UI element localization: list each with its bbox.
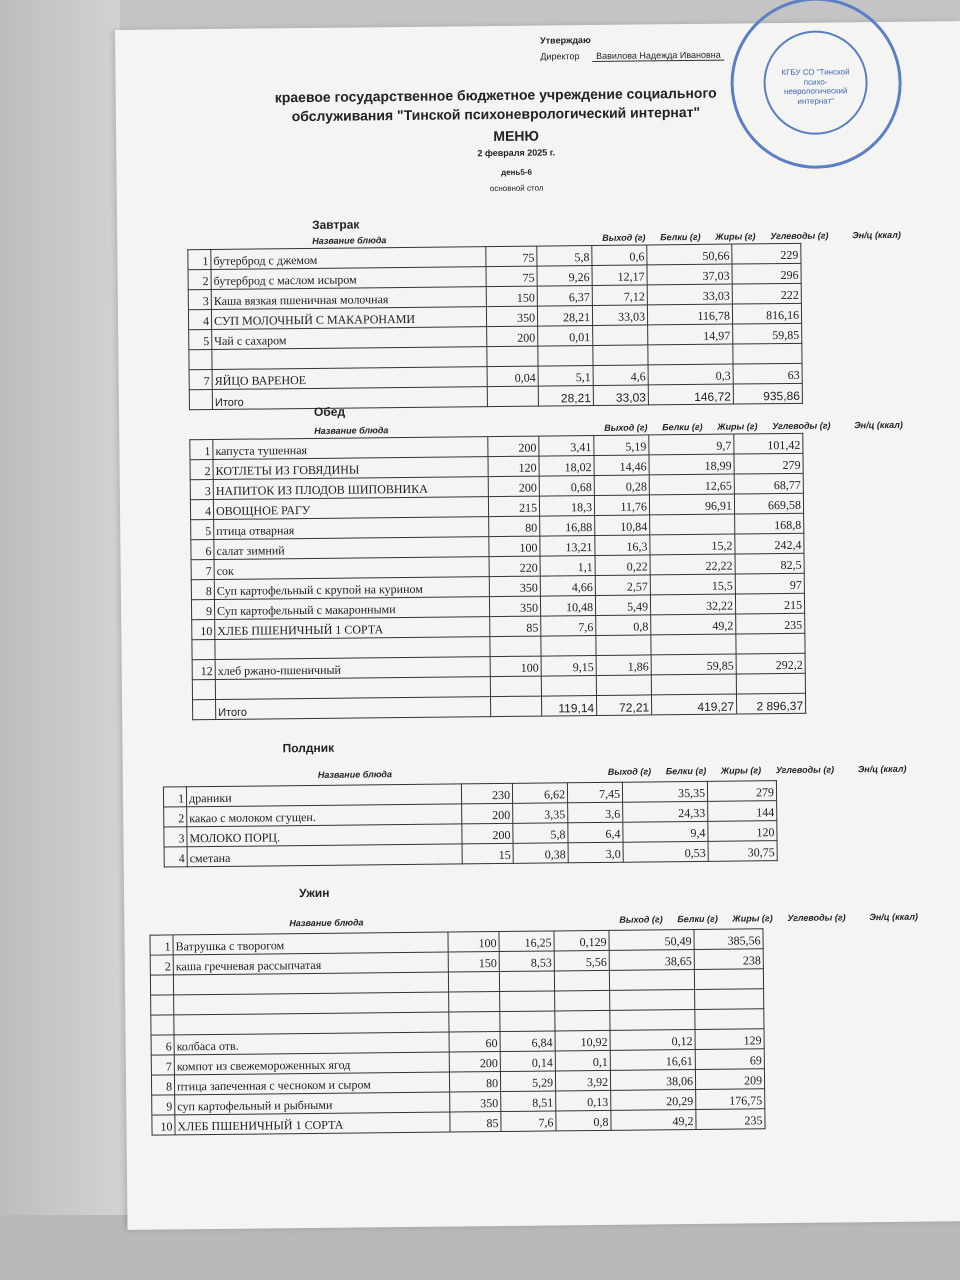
- official-stamp: [730, 0, 903, 170]
- col-name: Название блюда: [314, 425, 389, 436]
- cell-out: 85: [450, 1112, 501, 1133]
- cell-out: 350: [450, 1092, 501, 1113]
- cell-out: 230: [461, 783, 512, 804]
- cell-e: [695, 989, 764, 1010]
- cell-c: 12,65: [649, 474, 734, 495]
- cell-c: 9,4: [623, 821, 708, 842]
- cell-p: 10,48: [540, 595, 595, 616]
- cell-c: [609, 969, 694, 990]
- cell-name: Ватрушка с творогом: [173, 932, 448, 955]
- cell-out: 200: [462, 823, 513, 844]
- approve-label: Утверждаю: [540, 35, 591, 46]
- cell-f: [596, 635, 651, 656]
- cell-p: 18,3: [539, 496, 594, 517]
- cell-f: 0,22: [595, 555, 650, 576]
- cell-name: ОВОЩНОЕ РАГУ: [213, 497, 488, 520]
- cell-name: Суп картофельный с крупой на курином: [214, 577, 489, 600]
- cell-c: 0,3: [648, 364, 733, 385]
- cell-c: 16,61: [610, 1049, 695, 1070]
- cell-name: сметана: [187, 844, 462, 867]
- cell-out: 100: [490, 656, 541, 677]
- cell-n: [192, 639, 215, 659]
- cell-e: 296: [732, 263, 801, 284]
- cell-name: Каша вязкая пшеничная молочная: [211, 287, 486, 310]
- snack-title: Полдник: [282, 740, 335, 756]
- col-protein: Белки (г): [677, 913, 718, 925]
- cell-e: 242,4: [735, 533, 804, 554]
- total-f: 72,21: [596, 695, 651, 716]
- cell-c: 59,85: [651, 654, 736, 675]
- cell-e: 238: [694, 949, 763, 970]
- cell-name: Чай с сахаром: [212, 327, 487, 350]
- cell-e: 59,85: [733, 323, 802, 344]
- cell-n: 8: [151, 1075, 174, 1095]
- cell-out: [487, 386, 538, 407]
- cell-n: 7: [191, 559, 214, 579]
- cell-c: 24,33: [623, 801, 708, 822]
- table-type: основной стол: [489, 183, 544, 194]
- cell-f: 10,84: [595, 515, 650, 536]
- cell-n: 6: [151, 1035, 174, 1055]
- cell-p: [541, 635, 596, 656]
- cell-n: 6: [191, 539, 214, 559]
- cell-c: [610, 1009, 695, 1030]
- col-carbs: Углеводы (г): [775, 764, 835, 776]
- total-label: Итого: [216, 697, 491, 720]
- cell-out: 60: [449, 1032, 500, 1053]
- cell-p: 13,21: [540, 536, 595, 557]
- cell-name: салат зимний: [214, 537, 489, 560]
- cell-n: 2: [150, 955, 173, 975]
- cell-n: [151, 995, 174, 1015]
- cell-p: 1,1: [540, 556, 595, 577]
- cell-p: [500, 1011, 555, 1032]
- cell-c: 15,2: [650, 534, 735, 555]
- cell-e: [736, 633, 805, 654]
- cell-f: 7,45: [567, 782, 622, 803]
- col-protein: Белки (г): [665, 765, 707, 777]
- organization-name: [246, 83, 746, 126]
- col-energy: Эн/ц (ккал): [857, 763, 907, 775]
- cell-f: 2,57: [595, 575, 650, 596]
- cell-n: 1: [190, 439, 213, 459]
- col-fat: Жиры (г): [732, 913, 773, 924]
- cell-n: [189, 390, 212, 410]
- cell-c: 0,53: [623, 841, 708, 862]
- cell-n: [150, 975, 173, 995]
- cell-c: 32,22: [650, 594, 735, 615]
- cell-p: [541, 675, 596, 696]
- cell-p: 28,21: [537, 306, 592, 327]
- cell-name: сок: [214, 557, 489, 580]
- col-energy: Эн/ц (ккал): [854, 419, 903, 431]
- cell-f: 5,19: [594, 435, 649, 456]
- cell-c: [651, 634, 736, 655]
- cell-c: 49,2: [651, 614, 736, 635]
- background-left: [0, 0, 120, 1280]
- dinner-title: Ужин: [298, 885, 330, 901]
- cell-c: 96,91: [649, 494, 734, 515]
- col-energy: Эн/ц (ккал): [869, 911, 919, 923]
- cell-c: [651, 674, 736, 695]
- cell-p: 7,6: [541, 615, 596, 636]
- cell-out: 220: [489, 556, 540, 577]
- cell-c: [648, 344, 733, 365]
- cell-out: 15: [462, 843, 513, 864]
- col-protein: Белки (г): [660, 231, 701, 243]
- cell-c: 9,7: [649, 434, 734, 455]
- cell-out: 75: [486, 266, 537, 287]
- cell-name: НАПИТОК ИЗ ПЛОДОВ ШИПОВНИКА: [213, 477, 488, 500]
- cell-e: 279: [707, 781, 776, 802]
- cell-e: 82,5: [735, 553, 804, 574]
- cell-out: 100: [448, 932, 499, 953]
- cell-c: 50,66: [647, 244, 732, 265]
- cell-n: 2: [188, 270, 211, 290]
- cell-f: 3,0: [568, 842, 623, 863]
- cell-n: 1: [188, 250, 211, 270]
- cell-p: 4,66: [540, 576, 595, 597]
- cell-e: 222: [732, 283, 801, 304]
- cell-name: драники: [186, 784, 461, 807]
- cell-n: 2: [164, 807, 187, 827]
- cell-out: [449, 1012, 500, 1033]
- lunch-title: Обед: [313, 404, 346, 419]
- director-label: Директор: [540, 51, 580, 62]
- cell-n: 5: [189, 330, 212, 350]
- cell-e: 385,56: [694, 929, 763, 950]
- cell-f: 6,4: [568, 822, 623, 843]
- cell-name: МОЛОКО ПОРЦ.: [187, 824, 462, 847]
- total-p: 28,21: [538, 386, 593, 407]
- cell-name: ХЛЕБ ПШЕНИЧНЫЙ 1 СОРТА: [215, 617, 490, 640]
- cell-e: 120: [708, 821, 777, 842]
- total-e: 935,86: [733, 383, 802, 404]
- cell-n: 5: [191, 519, 214, 539]
- cell-c: 116,78: [647, 304, 732, 325]
- total-e: 2 896,37: [736, 693, 805, 714]
- cell-f: 0,1: [555, 1050, 610, 1071]
- cell-c: [610, 989, 695, 1010]
- cell-out: 350: [489, 596, 540, 617]
- cell-name: компот из свежемороженных ягод: [174, 1052, 449, 1075]
- cell-c: 18,99: [649, 454, 734, 475]
- cell-p: 5,29: [500, 1071, 555, 1092]
- cell-e: 129: [695, 1029, 764, 1050]
- cell-p: 3,41: [539, 436, 594, 457]
- breakfast-title: Завтрак: [311, 217, 360, 232]
- cell-p: 6,37: [537, 286, 592, 307]
- total-c: 146,72: [648, 384, 733, 405]
- cell-c: [650, 514, 735, 535]
- cell-n: 7: [151, 1055, 174, 1075]
- col-output: Выход (г): [602, 232, 646, 243]
- cell-f: 0,6: [592, 245, 647, 266]
- cell-p: 3,35: [513, 803, 568, 824]
- cell-f: 0,8: [556, 1110, 611, 1131]
- col-carbs: Углеводы (г): [787, 912, 846, 924]
- cell-n: 8: [191, 579, 214, 599]
- cell-n: 3: [190, 479, 213, 499]
- cell-n: 4: [190, 499, 213, 519]
- cell-out: 80: [489, 516, 540, 537]
- cell-e: [736, 673, 805, 694]
- cell-c: 49,2: [611, 1109, 696, 1130]
- total-f: 33,03: [593, 385, 648, 406]
- cell-out: 215: [488, 496, 539, 517]
- cell-c: 38,06: [610, 1069, 695, 1090]
- cell-f: [555, 990, 610, 1011]
- cell-out: [487, 346, 538, 367]
- cell-out: 200: [462, 803, 513, 824]
- cell-out: [490, 636, 541, 657]
- cell-p: 0,38: [513, 843, 568, 864]
- total-c: 419,27: [651, 694, 736, 715]
- cell-f: 3,92: [555, 1070, 610, 1091]
- cell-n: 7: [189, 370, 212, 390]
- cell-n: 4: [164, 847, 187, 867]
- cell-p: 0,68: [539, 476, 594, 497]
- cell-f: 7,12: [592, 285, 647, 306]
- col-output: Выход (г): [604, 422, 648, 433]
- cell-n: 4: [188, 310, 211, 330]
- cell-p: 6,62: [512, 783, 567, 804]
- col-name: Название блюда: [289, 917, 364, 929]
- cell-p: 5,8: [537, 246, 592, 267]
- menu-date: 2 февраля 2025 г.: [477, 147, 556, 159]
- cell-e: [694, 969, 763, 990]
- snack-header: [318, 763, 960, 782]
- col-carbs: Углеводы (г): [770, 230, 829, 242]
- cell-out: 350: [489, 576, 540, 597]
- cell-f: 4,6: [593, 365, 648, 386]
- cell-n: 10: [192, 619, 215, 639]
- col-fat: Жиры (г): [720, 765, 762, 776]
- cell-name: колбаса отв.: [174, 1032, 449, 1055]
- cell-f: 1,86: [596, 655, 651, 676]
- cell-e: 279: [734, 453, 803, 474]
- cell-name: какао с молоком сгущен.: [187, 804, 462, 827]
- cell-f: 0,8: [596, 615, 651, 636]
- cell-name: каша гречневая рассыпчатая: [173, 952, 448, 975]
- cell-c: 22,22: [650, 554, 735, 575]
- cell-name: хлеб ржано-пшеничный: [215, 657, 490, 680]
- cell-e: 69: [695, 1049, 764, 1070]
- cell-n: 12: [192, 659, 215, 679]
- cell-n: 3: [164, 827, 187, 847]
- cell-e: 176,75: [696, 1089, 765, 1110]
- col-name: Название блюда: [312, 235, 387, 246]
- cell-f: 0,129: [554, 930, 609, 951]
- organization-line-1: краевое государственное бюджетное учреждение социального: [274, 84, 717, 106]
- cell-name: СУП МОЛОЧНЫЙ С МАКАРОНАМИ: [211, 307, 486, 330]
- cell-c: 50,49: [609, 929, 694, 950]
- cell-f: [555, 1010, 610, 1031]
- cell-out: 85: [490, 616, 541, 637]
- cell-out: 200: [487, 326, 538, 347]
- cell-name: птица запеченная с чесноком и сыром: [174, 1072, 449, 1095]
- cell-f: 14,46: [594, 455, 649, 476]
- cell-p: 5,8: [513, 823, 568, 844]
- cell-name: суп картофельный и рыбными: [175, 1092, 450, 1115]
- col-name: Название блюда: [317, 769, 393, 780]
- cell-f: [554, 970, 609, 991]
- cell-c: 35,35: [622, 781, 707, 802]
- cell-e: 235: [696, 1109, 765, 1130]
- cell-name: ЯЙЦО ВАРЕНОЕ: [212, 367, 487, 390]
- cell-p: 8,51: [501, 1091, 556, 1112]
- cell-name: Суп картофельный с макаронными: [214, 597, 489, 620]
- cell-n: 9: [152, 1095, 175, 1115]
- cell-f: 0,28: [594, 475, 649, 496]
- cell-f: 5,49: [595, 595, 650, 616]
- col-output: Выход (г): [619, 914, 663, 925]
- cell-p: 9,15: [541, 655, 596, 676]
- cell-p: 7,6: [501, 1111, 556, 1132]
- cell-out: 100: [489, 536, 540, 557]
- cell-p: 16,88: [540, 516, 595, 537]
- cell-n: 10: [152, 1115, 175, 1135]
- director-name: Вавилова Надежда Ивановна: [592, 50, 725, 62]
- cell-p: 9,26: [537, 266, 592, 287]
- cell-c: 20,29: [611, 1089, 696, 1110]
- cell-p: [499, 971, 554, 992]
- cell-p: 16,25: [499, 931, 554, 952]
- cell-out: [490, 676, 541, 697]
- col-energy: Эн/ц (ккал): [852, 229, 901, 241]
- cell-n: 3: [188, 290, 211, 310]
- cell-c: 37,03: [647, 264, 732, 285]
- cell-out: 75: [486, 246, 537, 267]
- cell-c: 38,65: [609, 949, 694, 970]
- cell-p: 0,14: [500, 1051, 555, 1072]
- cell-e: [733, 343, 802, 364]
- cell-e: 144: [708, 801, 777, 822]
- cell-f: [593, 325, 648, 346]
- cell-e: 101,42: [734, 433, 803, 454]
- cell-out: 80: [449, 1072, 500, 1093]
- cell-e: [695, 1009, 764, 1030]
- organization-line-2: обслуживания "Тинской психоневрологический интернат": [291, 103, 701, 125]
- cell-c: 15,5: [650, 574, 735, 595]
- lunch-table: [189, 433, 806, 720]
- cell-f: 16,3: [595, 535, 650, 556]
- cell-name: КОТЛЕТЫ ИЗ ГОВЯДИНЫ: [213, 457, 488, 480]
- cell-n: [189, 350, 212, 370]
- cell-c: 33,03: [647, 284, 732, 305]
- cell-f: 3,6: [568, 802, 623, 823]
- cell-f: 12,17: [592, 265, 647, 286]
- cell-n: [193, 699, 216, 719]
- cell-n: [192, 679, 215, 699]
- cell-name: ХЛЕБ ПШЕНИЧНЫЙ 1 СОРТА: [175, 1112, 450, 1135]
- cell-e: 235: [736, 613, 805, 634]
- menu-day: день5-6: [501, 167, 532, 177]
- dinner-table: [149, 928, 765, 1135]
- cell-e: 816,16: [732, 303, 801, 324]
- cell-n: 1: [150, 935, 173, 955]
- cell-f: [596, 675, 651, 696]
- breakfast-table: [187, 243, 803, 410]
- cell-out: 150: [448, 952, 499, 973]
- cell-n: 1: [163, 787, 186, 807]
- col-fat: Жиры (г): [715, 231, 756, 242]
- cell-e: 215: [735, 593, 804, 614]
- stamp-text: КГБУ СО "Тинской психо-неврологический интернат": [781, 67, 850, 106]
- cell-f: 11,76: [594, 495, 649, 516]
- col-protein: Белки (г): [662, 421, 703, 433]
- col-output: Выход (г): [607, 766, 652, 777]
- cell-out: 200: [449, 1052, 500, 1073]
- cell-name: бутерброд с маслом исыром: [211, 267, 486, 290]
- cell-f: 10,92: [555, 1030, 610, 1051]
- cell-name: капуста тушенная: [213, 437, 488, 460]
- cell-e: 229: [732, 243, 801, 264]
- cell-f: 33,03: [592, 305, 647, 326]
- total-label: Итого: [212, 387, 487, 410]
- cell-c: 0,12: [610, 1029, 695, 1050]
- cell-name: бутерброд с джемом: [211, 247, 486, 270]
- cell-p: 5,1: [538, 366, 593, 387]
- approval-block: [540, 34, 725, 63]
- col-fat: Жиры (г): [717, 421, 758, 432]
- cell-e: 63: [733, 363, 802, 384]
- cell-out: [448, 972, 499, 993]
- document-title: МЕНЮ: [493, 127, 539, 145]
- cell-p: 18,02: [539, 456, 594, 477]
- snack-table: [163, 780, 778, 867]
- cell-out: 120: [488, 456, 539, 477]
- cell-e: 30,75: [708, 841, 777, 862]
- cell-p: 8,53: [499, 951, 554, 972]
- dinner-header: [289, 911, 960, 930]
- cell-p: 6,84: [500, 1031, 555, 1052]
- cell-n: [151, 1015, 174, 1035]
- col-carbs: Углеводы (г): [772, 420, 831, 432]
- cell-name: птица отварная: [214, 517, 489, 540]
- cell-f: 5,56: [554, 950, 609, 971]
- cell-e: 168,8: [735, 513, 804, 534]
- cell-e: 292,2: [736, 653, 805, 674]
- cell-p: 0,01: [538, 326, 593, 347]
- cell-f: 0,13: [556, 1090, 611, 1111]
- total-p: 119,14: [541, 695, 596, 716]
- cell-p: [538, 346, 593, 367]
- cell-out: 350: [486, 306, 537, 327]
- cell-out: 0,04: [487, 366, 538, 387]
- cell-out: 200: [488, 476, 539, 497]
- cell-f: [593, 345, 648, 366]
- cell-e: 68,77: [734, 473, 803, 494]
- cell-n: 2: [190, 459, 213, 479]
- menu-document: [115, 21, 960, 1230]
- cell-e: 209: [695, 1069, 764, 1090]
- cell-out: [491, 696, 542, 717]
- cell-out: [449, 992, 500, 1013]
- cell-c: 14,97: [648, 324, 733, 345]
- cell-e: 97: [735, 573, 804, 594]
- cell-n: 9: [191, 599, 214, 619]
- stamp-inner-ring: [763, 30, 868, 135]
- cell-out: 150: [486, 286, 537, 307]
- cell-e: 669,58: [734, 493, 803, 514]
- cell-p: [500, 991, 555, 1012]
- cell-out: 200: [488, 436, 539, 457]
